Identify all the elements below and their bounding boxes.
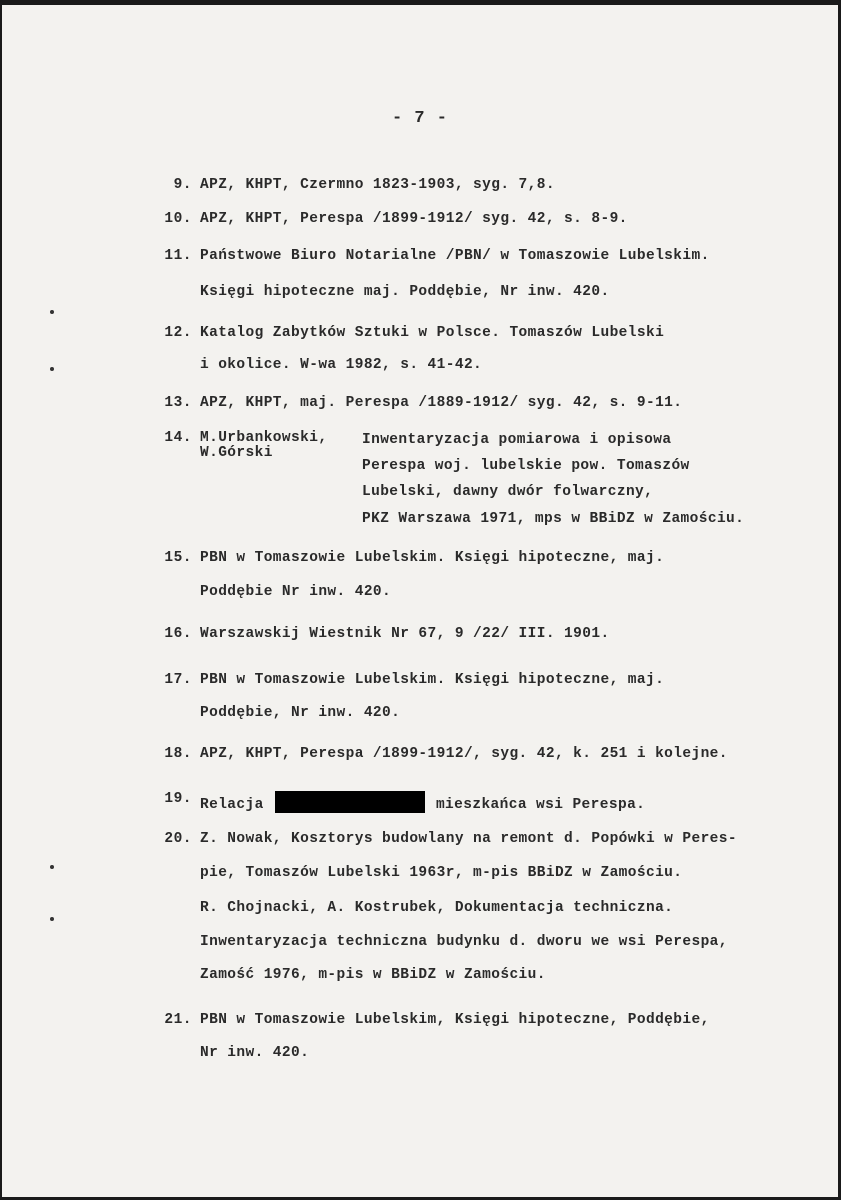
footnote-line: Państwowe Biuro Notarialne /PBN/ w Tomaszowie Lubelskim.	[200, 248, 710, 264]
footnote-line: PBN w Tomaszowie Lubelskim, Księgi hipoteczne, Poddębie,	[200, 1012, 710, 1028]
footnote-number: 10.	[164, 211, 192, 227]
footnote-line: Z. Nowak, Kosztorys budowlany na remont d. Popówki w Peres-	[200, 831, 737, 847]
footnote-line: APZ, KHPT, maj. Perespa /1889-1912/ syg. 42, s. 9-11.	[200, 395, 683, 411]
margin-dot	[50, 917, 54, 921]
footnote-line: Nr inw. 420.	[200, 1045, 310, 1061]
footnote-line: Księgi hipoteczne maj. Poddębie, Nr inw. 420.	[200, 284, 610, 300]
footnote-line: Poddębie, Nr inw. 420.	[200, 705, 401, 721]
footnote-line: Inwentaryzacja techniczna budynku d. dworu we wsi Perespa,	[200, 934, 728, 950]
document-page	[2, 5, 838, 1197]
margin-dot	[50, 865, 54, 869]
footnote-number: 13.	[164, 395, 192, 411]
footnote-line: Lubelski, dawny dwór folwarczny,	[362, 484, 654, 500]
footnote-line: Warszawskij Wiestnik Nr 67, 9 /22/ III. 1901.	[200, 626, 610, 642]
footnote-line: Katalog Zabytków Sztuki w Polsce. Tomaszów Lubelski	[200, 325, 665, 341]
footnote-number: 14.	[164, 430, 192, 446]
footnote-line: Inwentaryzacja pomiarowa i opisowa	[362, 432, 672, 448]
footnote-number: 20.	[164, 831, 192, 847]
footnote-number: 9.	[173, 177, 192, 193]
footnote-number: 15.	[164, 550, 192, 566]
footnote-text: mieszkańca wsi Perespa.	[435, 797, 646, 813]
footnote-line: APZ, KHPT, Czermno 1823-1903, syg. 7,8.	[200, 177, 555, 193]
footnote-author: W.Górski	[200, 445, 273, 461]
page-number: - 7 -	[391, 109, 448, 128]
footnote-line: PBN w Tomaszowie Lubelskim. Księgi hipoteczne, maj.	[200, 550, 665, 566]
footnote-number: 18.	[164, 746, 192, 762]
footnote-text: Relacja	[200, 797, 264, 813]
footnote-number: 21.	[164, 1012, 192, 1028]
footnote-line: PKZ Warszawa 1971, mps w BBiDZ w Zamościu.	[362, 511, 745, 527]
footnote-line: PBN w Tomaszowie Lubelskim. Księgi hipoteczne, maj.	[200, 672, 665, 688]
margin-dot	[50, 310, 54, 314]
footnote-number: 11.	[164, 248, 192, 264]
footnote-line	[200, 791, 645, 813]
footnote-line: Perespa woj. lubelskie pow. Tomaszów	[362, 458, 690, 474]
footnote-line: APZ, KHPT, Perespa /1899-1912/ syg. 42, s. 8-9.	[200, 211, 628, 227]
footnote-line: i okolice. W-wa 1982, s. 41-42.	[200, 357, 483, 373]
footnote-number: 19.	[164, 791, 192, 807]
footnote-line: APZ, KHPT, Perespa /1899-1912/, syg. 42, k. 251 i kolejne.	[200, 746, 728, 762]
footnote-number: 16.	[164, 626, 192, 642]
footnote-line: pie, Tomaszów Lubelski 1963r, m-pis BBiDZ w Zamościu.	[200, 865, 683, 881]
footnote-line: Zamość 1976, m-pis w BBiDZ w Zamościu.	[200, 967, 546, 983]
footnote-line: R. Chojnacki, A. Kostrubek, Dokumentacja techniczna.	[200, 900, 674, 916]
margin-dot	[50, 367, 54, 371]
footnote-number: 12.	[164, 325, 192, 341]
footnote-line: Poddębie Nr inw. 420.	[200, 584, 392, 600]
redaction-bar	[275, 791, 425, 813]
footnote-number: 17.	[164, 672, 192, 688]
footnote-author: M.Urbankowski,	[200, 430, 328, 446]
